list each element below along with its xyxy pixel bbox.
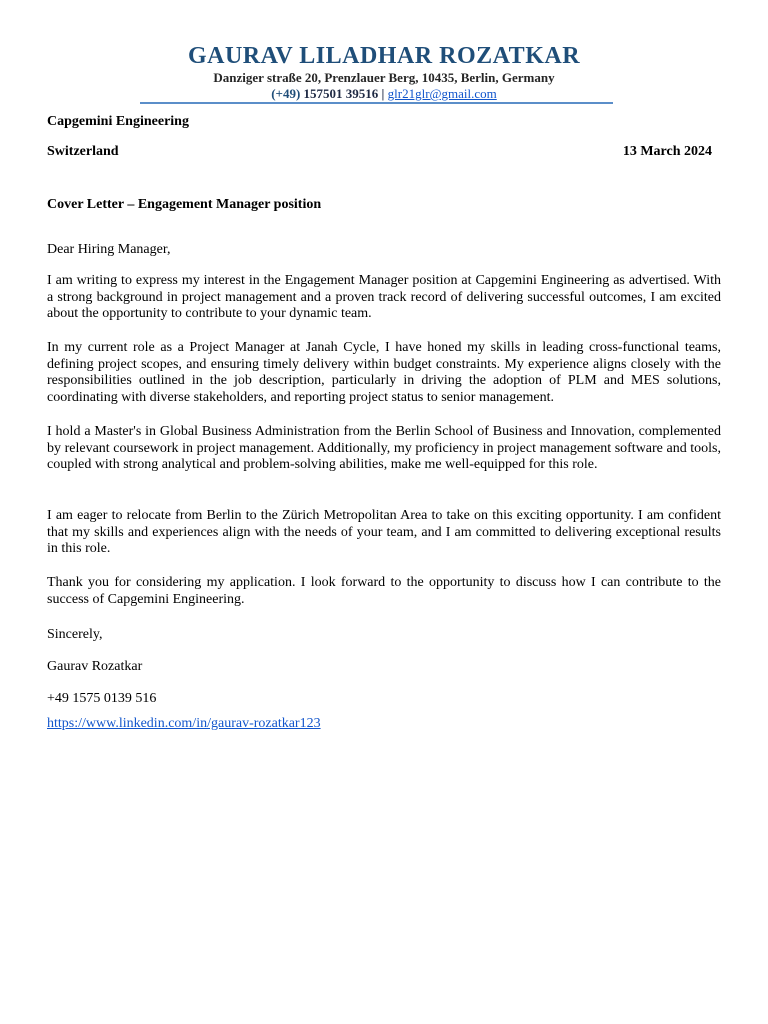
linkedin-link[interactable]: https://www.linkedin.com/in/gaurav-rozatkar123 [47, 716, 321, 731]
recipient-company: Capgemini Engineering [47, 114, 189, 129]
phone-prefix: (+49) [271, 86, 301, 101]
signature-phone: +49 1575 0139 516 [47, 691, 157, 706]
recipient-country: Switzerland [47, 144, 119, 159]
applicant-address: Danziger straße 20, Prenzlauer Berg, 10435, Berlin, Germany [213, 70, 555, 85]
applicant-phone: 157501 39516 [303, 86, 379, 101]
letter-header [0, 40, 768, 102]
closing: Sincerely, [47, 627, 103, 642]
salutation: Dear Hiring Manager, [47, 242, 171, 257]
paragraph-intro: I am writing to express my interest in the Engagement Manager position at Capgemini Engineering as advertised. With a strong background in project management and a proven track record of delivering successful outcomes, I am excited about the opportunity to contribute to your dynamic team. [47, 273, 721, 322]
signature-name: Gaurav Rozatkar [47, 659, 143, 674]
paragraph-experience: In my current role as a Project Manager at Janah Cycle, I have honed my skills in leading cross-functional teams, defining project scopes, and ensuring timely delivery within budget constraints. My experience aligns closely with the responsibilities outlined in the job description, particularly in driving the adoption of PLM and MES solutions, coordinating with diverse stakeholders, and reporting project status to senior management. [47, 340, 721, 406]
paragraph-relocation: I am eager to relocate from Berlin to the Zürich Metropolitan Area to take on this exciting opportunity. I am confident that my skills and experiences align with the needs of your team, and I am committed to delivering exceptional results in this role. [47, 508, 721, 557]
contact-line [0, 86, 768, 102]
letter-date: 13 March 2024 [622, 144, 712, 159]
paragraph-education: I hold a Master's in Global Business Administration from the Berlin School of Business and Innovation, complemented by relevant coursework in project management. Additionally, my proficiency in project management software and tools, coupled with strong analytical and problem-solving abilities, make me well-equipped for this role. [47, 424, 721, 473]
email-link[interactable]: glr21glr@gmail.com [387, 86, 497, 101]
letter-subject: Cover Letter – Engagement Manager position [47, 197, 322, 212]
paragraph-thanks: Thank you for considering my application. I look forward to the opportunity to discuss how I can contribute to the success of Capgemini Engineering. [47, 575, 721, 607]
applicant-name: GAURAV LILADHAR ROZATKAR [187, 43, 581, 69]
contact-separator: | [381, 86, 385, 101]
header-divider [140, 102, 613, 104]
